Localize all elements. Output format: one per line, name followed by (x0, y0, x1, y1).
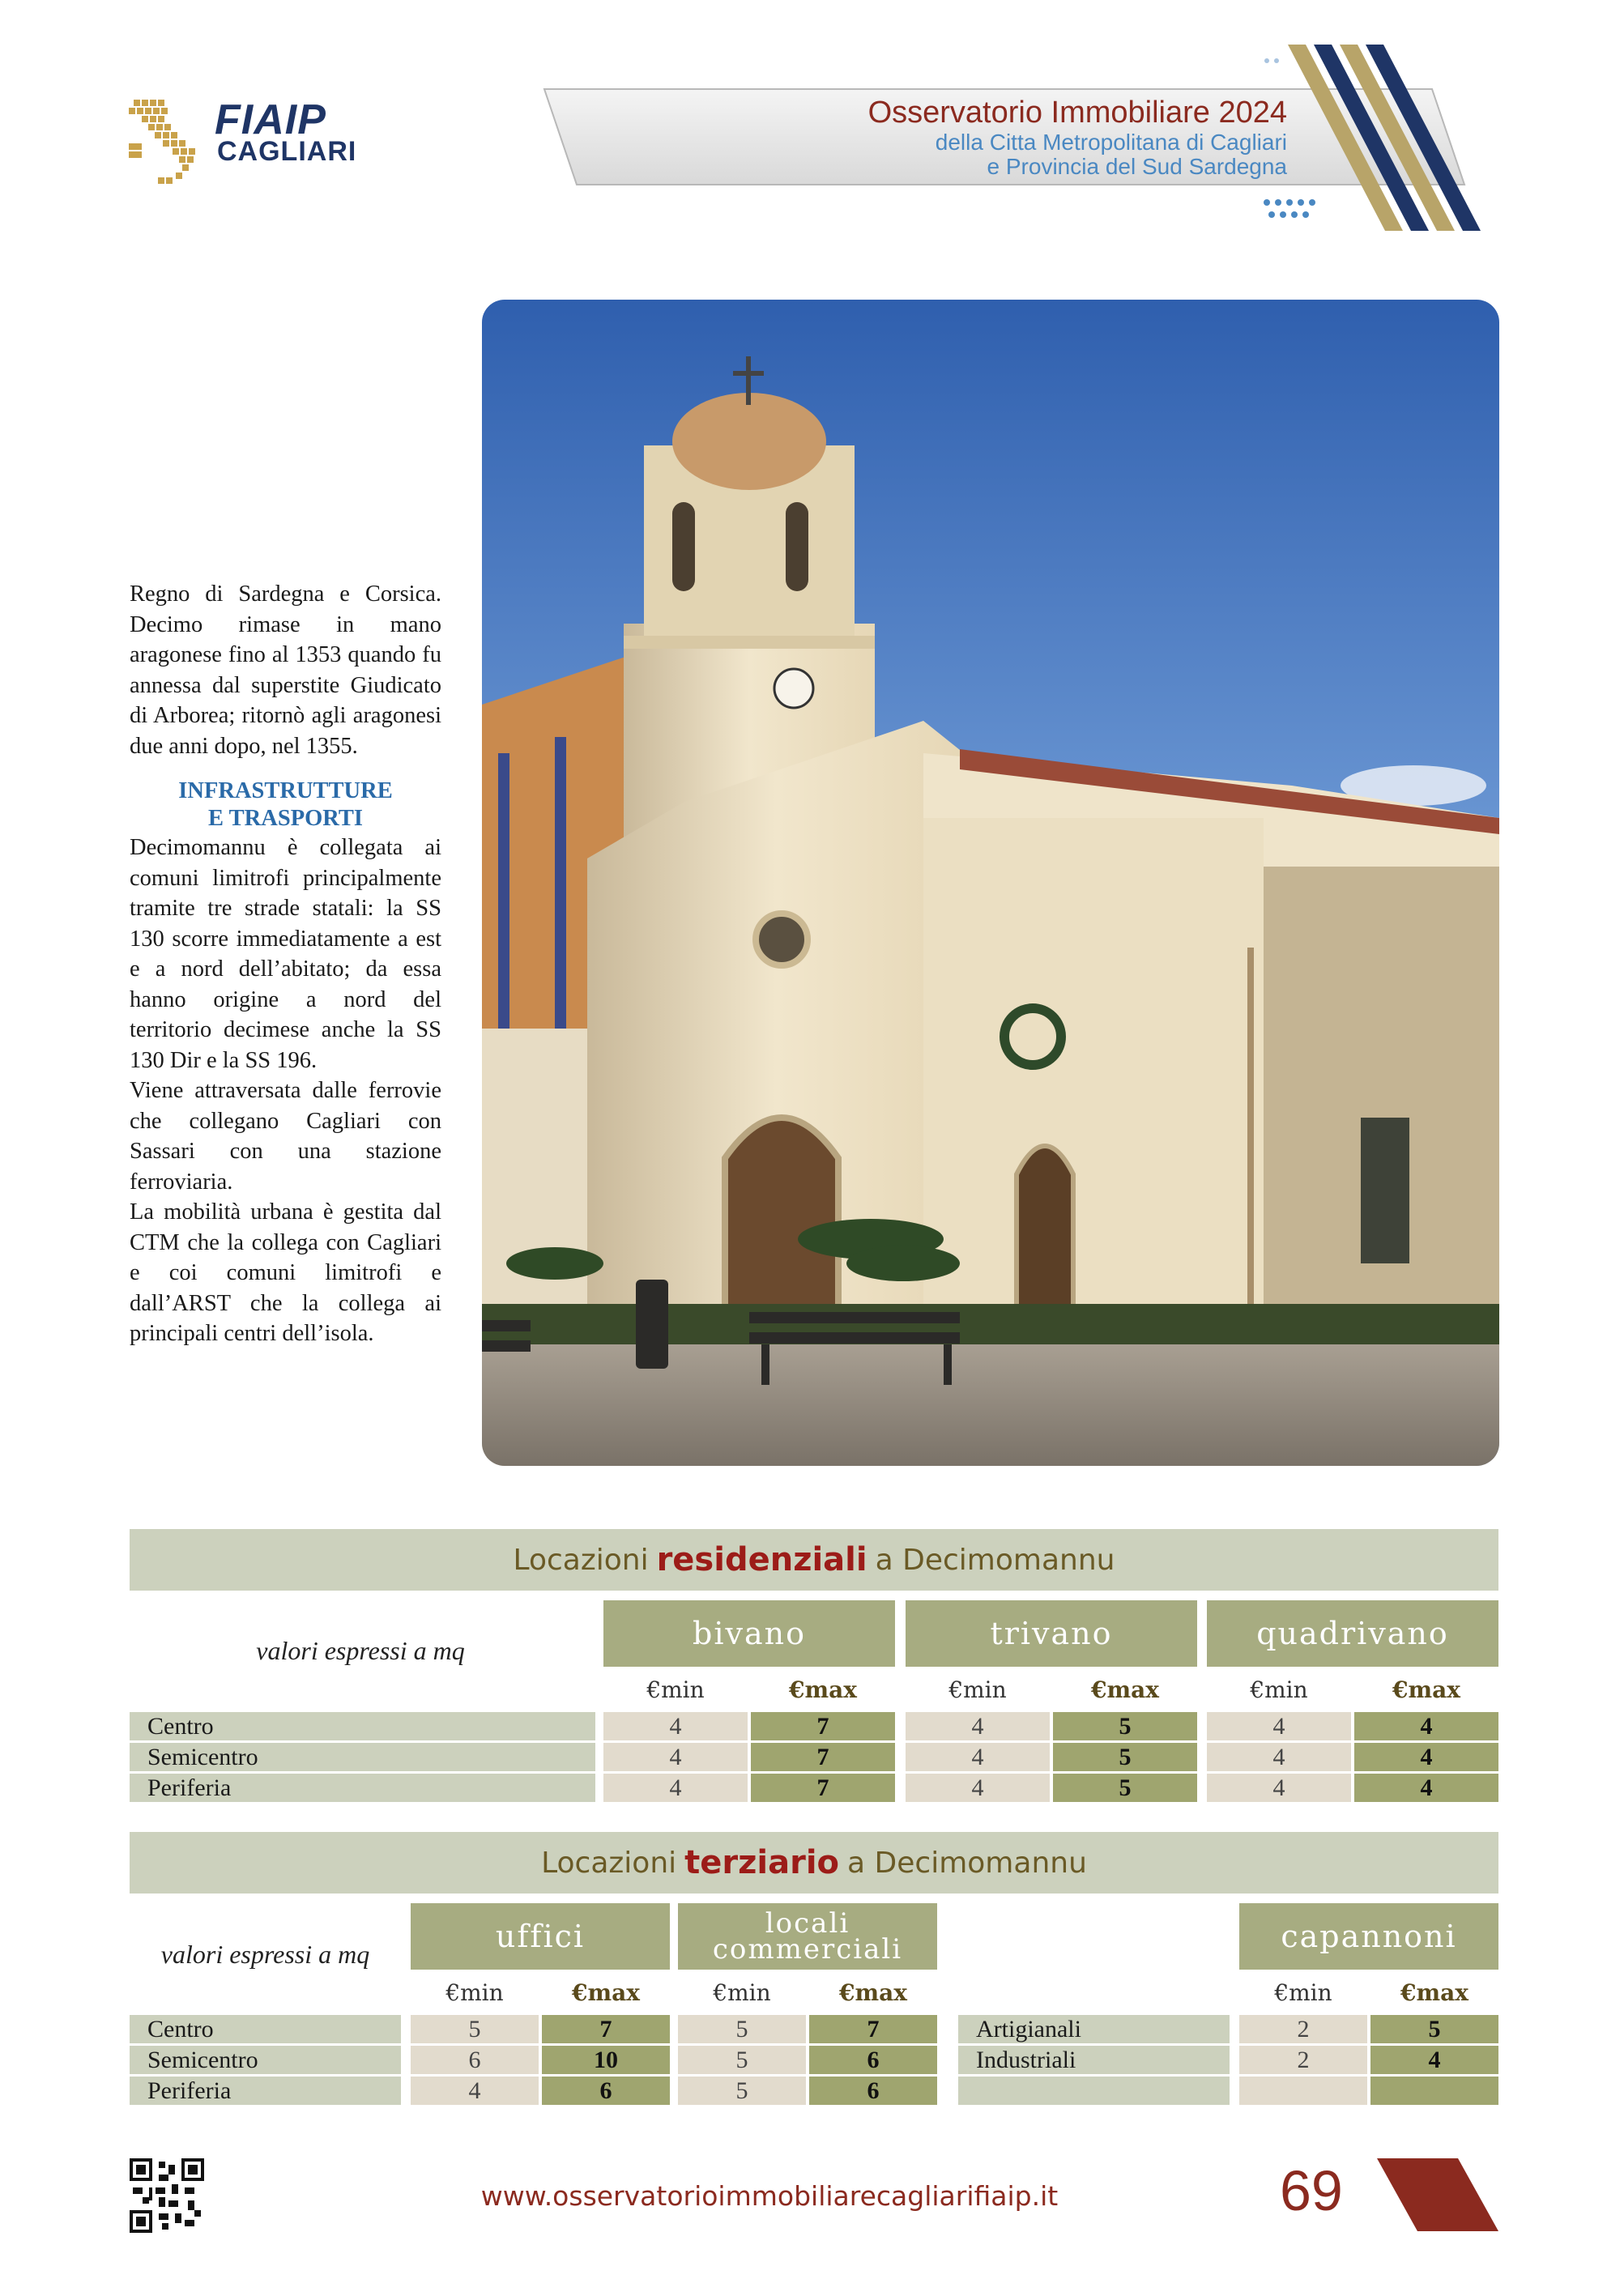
tertiary-min-header: €min (1274, 1979, 1332, 2006)
cell-max: 6 (809, 2046, 937, 2074)
cell-max: 7 (751, 1743, 895, 1771)
tertiary-table-title (130, 1832, 1498, 1893)
tertiary-values-note: valori espressi a mq (160, 1940, 370, 1969)
cell-min-empty (1239, 2077, 1367, 2105)
logo-brand: FIAIP (215, 96, 326, 143)
cell-min: 4 (1207, 1712, 1351, 1740)
residential-table-title (130, 1529, 1498, 1591)
tertiary-group-uffici: uffici (411, 1903, 670, 1970)
cell-min: 4 (603, 1712, 748, 1740)
cell-max: 4 (1354, 1712, 1498, 1740)
residential-min-header: €min (646, 1676, 705, 1703)
cell-max: 5 (1053, 1774, 1197, 1802)
cell-min: 4 (603, 1774, 748, 1802)
residential-max-header: €max (1091, 1676, 1159, 1703)
residential-group-quadrivano: quadrivano (1207, 1600, 1498, 1667)
cell-max: 4 (1354, 1774, 1498, 1802)
cell-max: 6 (542, 2077, 670, 2105)
cell-min: 5 (411, 2015, 539, 2043)
residential-title-pre: Locazioni (513, 1543, 649, 1577)
cell-max: 5 (1370, 2015, 1498, 2043)
church-photo (482, 300, 1499, 1466)
italy-map-logo-icon (126, 93, 215, 190)
tertiary-title-highlight: terziario (684, 1844, 840, 1881)
cell-min: 5 (678, 2046, 806, 2074)
decorative-stripes-icon (1264, 45, 1507, 231)
header-title: Osservatorio Immobiliare 2024 (867, 96, 1287, 130)
page-number: 69 (1280, 2159, 1343, 2222)
tertiary-group-locali-commerciali: locali commerciali (678, 1903, 937, 1970)
row-label: Artigianali (958, 2015, 1230, 2043)
cell-max-empty (1370, 2077, 1498, 2105)
tertiary-max-header: €max (839, 1979, 907, 2006)
cell-min: 2 (1239, 2046, 1367, 2074)
cell-min: 4 (411, 2077, 539, 2105)
cell-min: 5 (678, 2077, 806, 2105)
row-label: Semicentro (130, 1743, 595, 1771)
row-label: Periferia (130, 2077, 401, 2105)
tertiary-title-post: a Decimomannu (847, 1846, 1087, 1880)
website-link[interactable]: www.osservatorioimmobiliarecagliarifiaip.it (480, 2180, 1059, 2212)
body-text-column (130, 579, 441, 1349)
header-subtitle-1: della Citta Metropolitana di Cagliari (935, 130, 1287, 155)
cell-max: 10 (542, 2046, 670, 2074)
paragraph-rail: Viene attraversata dalle ferrovie che collegano Cagliari con Sassari con una stazione ferroviaria. (130, 1078, 441, 1195)
row-label: Periferia (130, 1774, 595, 1802)
cell-max: 7 (809, 2015, 937, 2043)
row-label: Centro (130, 1712, 595, 1740)
cell-min: 6 (411, 2046, 539, 2074)
tertiary-max-header: €max (572, 1979, 640, 2006)
row-label-empty (958, 2077, 1230, 2105)
cell-max: 6 (809, 2077, 937, 2105)
cell-max: 4 (1370, 2046, 1498, 2074)
paragraph-roads: Decimomannu è collegata ai comuni limitrofi principalmente tramite tre strade statali: la SS 130 scorre immediatamente a est e a nord dell’abitato; da essa hanno origine a nord del territorio decimese anche la SS 130 Dir e la SS 196. (130, 835, 441, 1073)
cell-max: 5 (1053, 1743, 1197, 1771)
page-corner-tab-icon (1377, 2158, 1498, 2231)
residential-title-highlight: residenziali (656, 1541, 867, 1578)
cell-min: 4 (906, 1743, 1050, 1771)
cell-min: 4 (1207, 1743, 1351, 1771)
residential-values-note: valori espressi a mq (256, 1636, 465, 1665)
cell-max: 7 (751, 1712, 895, 1740)
row-label: Semicentro (130, 2046, 401, 2074)
cell-max: 7 (751, 1774, 895, 1802)
tertiary-group-capannoni: capannoni (1239, 1903, 1498, 1970)
residential-title-post: a Decimomannu (875, 1543, 1115, 1577)
cell-max: 7 (542, 2015, 670, 2043)
section-heading (130, 777, 441, 833)
tertiary-min-header: €min (713, 1979, 771, 2006)
logo-city: CAGLIARI (217, 136, 357, 167)
section-heading-line-1: INFRASTRUTTURE (178, 778, 393, 803)
paragraph-history: Regno di Sardegna e Corsica. Decimo rimase in mano aragonese fino al 1353 quando fu annessa dal superstite Giudicato di Arborea; ritornò agli aragonesi due anni dopo, nel 1355. (130, 581, 441, 759)
tertiary-min-header: €min (445, 1979, 504, 2006)
tertiary-title-pre: Locazioni (541, 1846, 677, 1880)
cell-min: 4 (906, 1774, 1050, 1802)
cell-min: 2 (1239, 2015, 1367, 2043)
cell-min: 4 (906, 1712, 1050, 1740)
section-heading-line-2: E TRASPORTI (208, 806, 363, 831)
cell-min: 4 (603, 1743, 748, 1771)
row-label: Centro (130, 2015, 401, 2043)
residential-min-header: €min (948, 1676, 1007, 1703)
residential-min-header: €min (1250, 1676, 1308, 1703)
cell-max: 4 (1354, 1743, 1498, 1771)
tertiary-max-header: €max (1400, 1979, 1468, 2006)
qr-code-icon[interactable] (130, 2158, 204, 2233)
cell-min: 4 (1207, 1774, 1351, 1802)
paragraph-mobility: La mobilità urbana è gestita dal CTM che la collega con Cagliari e coi comuni limitrofi e dall’ARST che la collega ai principali centri dell’isola. (130, 1199, 441, 1346)
residential-max-header: €max (789, 1676, 857, 1703)
residential-group-bivano: bivano (603, 1600, 895, 1667)
cell-min: 5 (678, 2015, 806, 2043)
header-subtitle-2: e Provincia del Sud Sardegna (987, 154, 1287, 179)
residential-group-trivano: trivano (906, 1600, 1197, 1667)
row-label: Industriali (958, 2046, 1230, 2074)
residential-max-header: €max (1392, 1676, 1460, 1703)
cell-max: 5 (1053, 1712, 1197, 1740)
